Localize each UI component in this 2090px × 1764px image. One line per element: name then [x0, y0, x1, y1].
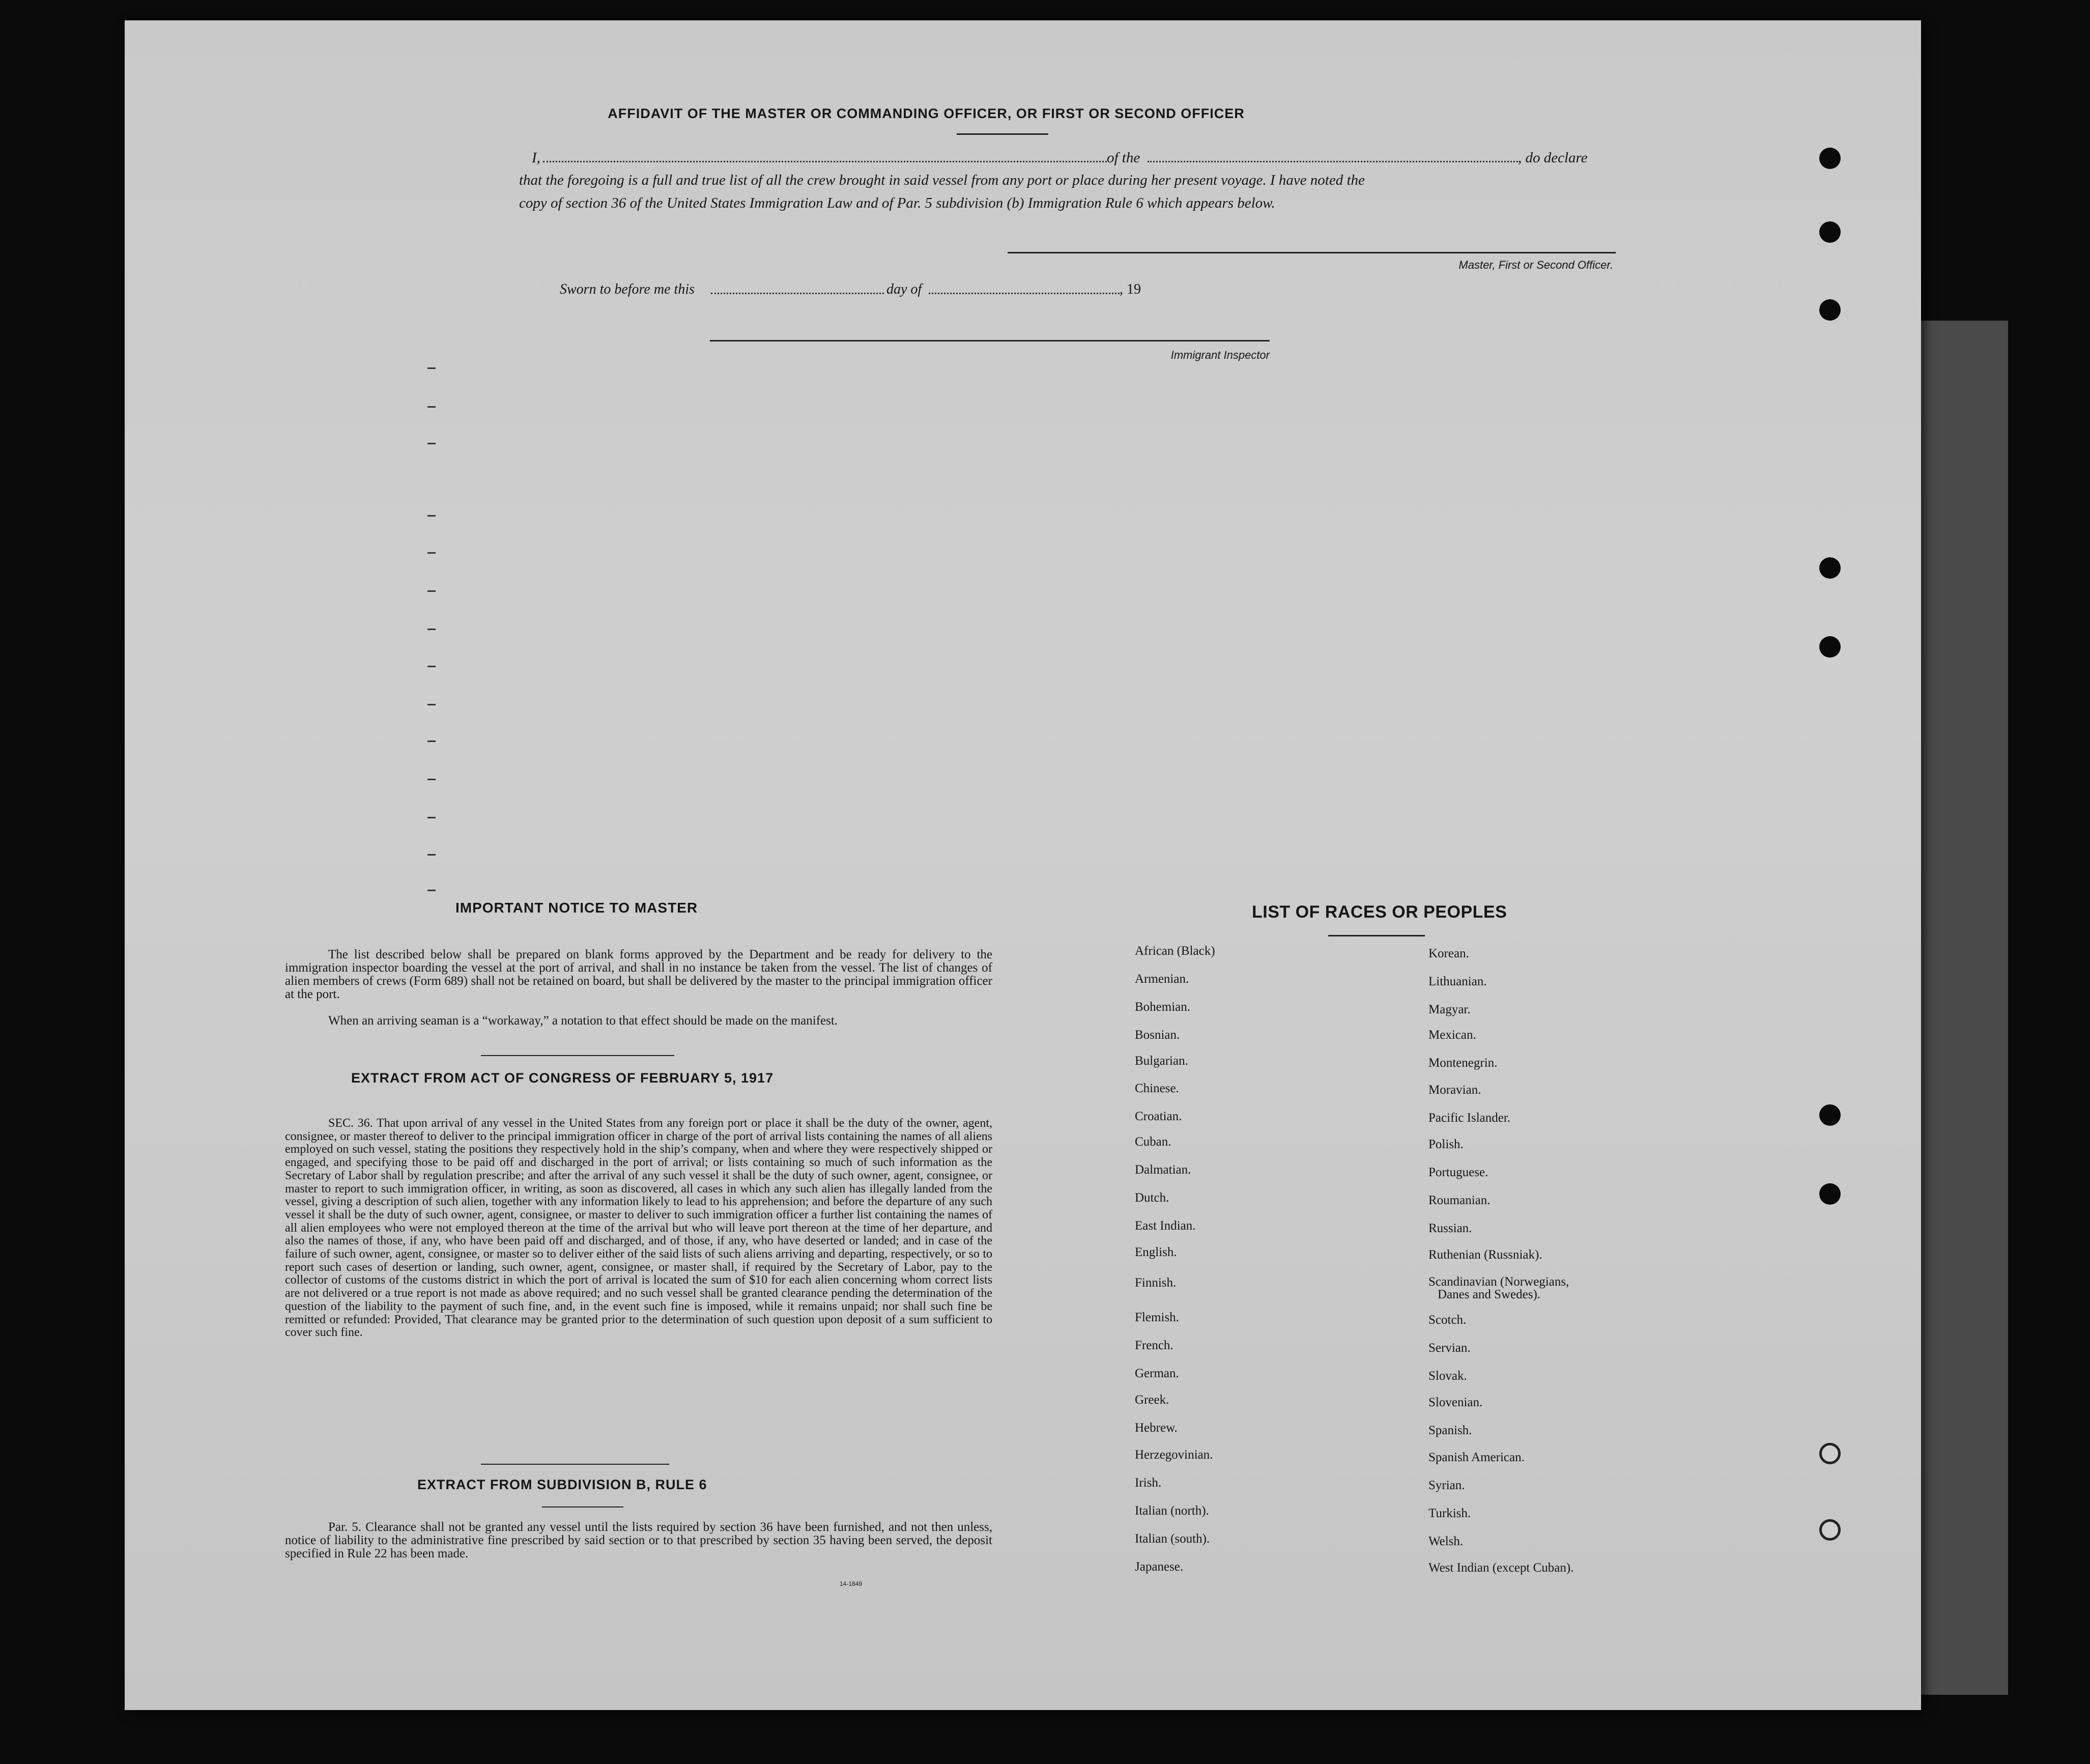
form-page [125, 20, 1921, 1710]
race-item: Croatian. [1135, 1109, 1182, 1123]
race-item: Bosnian. [1135, 1028, 1180, 1042]
margin-tick [427, 779, 436, 780]
signature-line[interactable] [1008, 252, 1616, 253]
race-item: German. [1135, 1367, 1179, 1380]
race-item: Moravian. [1428, 1083, 1481, 1097]
margin-tick [427, 629, 436, 630]
punch-hole [1819, 148, 1841, 169]
race-item: Magyar. [1428, 1003, 1471, 1016]
race-item: Italian (north). [1135, 1504, 1209, 1518]
punch-hole [1819, 1443, 1841, 1464]
race-item: Scotch. [1428, 1313, 1467, 1327]
race-item: Lithuanian. [1428, 975, 1487, 988]
race-item: Flemish. [1135, 1311, 1179, 1324]
race-item: Hebrew. [1135, 1421, 1178, 1435]
vessel-field[interactable] [1148, 161, 1518, 162]
act-extract-text: SEC. 36. That upon arrival of any vessel in the United States from any foreign port or place it shall be the duty of the owner, agent, consignee, or master thereof to deliver to the principal immigration officer in charge of the port of arrival lists containing the names of all aliens employed on such vessel, stating the positions they respectively hold in the ship’s company, when and where they were respectively shipped or engaged, and specifying those to be paid off and discharged in the port of arrival; or lists containing so much of such information as the Secretary of Labor shall by regulation prescribe; and after the arrival of any such vessel it shall be the duty of such owner, agent, consignee, or master to report to such immigration officer, in writing, as soon as discovered, all cases in which any such alien has illegally landed from the vessel, giving a description of such alien, together with any information likely to lead to his apprehension; and before the departure of any such vessel it shall be the duty of such owner, agent, consignee, or master to deliver to such immigration officer a further list containing the names of all alien employees who were not employed thereon at the time of the arrival but who will leave port thereon at the time of her departure, and also the names of those, if any, who have been paid off and discharged, and of those, if any, who have deserted or landed; and in case of the failure of such owner, agent, consignee, or master so to deliver either of the said lists of such aliens arriving and departing, respectively, or so to report such cases of desertion or landing, such owner, agent, consignee, or master shall, if required by the Secretary of Labor, pay to the collector of customs of the customs district in which the port of arrival is located the sum of $10 for each alien concerning whom correct lists are not delivered or a true report is not made as above required; and no such vessel shall be granted clearance pending the determination of the question of the liability to the payment of such fine, and, in the event such fine is imposed, while it remains unpaid; nor shall such fine be remitted or refunded: Provided, That clearance may be granted prior to the determination of such question upon deposit of a sum sufficient to cover such fine. [285, 1117, 992, 1340]
race-item: Syrian. [1428, 1478, 1465, 1492]
punch-hole [1819, 221, 1841, 243]
punch-hole [1819, 636, 1841, 658]
race-item: Servian. [1428, 1341, 1471, 1355]
margin-tick [427, 515, 436, 517]
race-item: Cuban. [1135, 1135, 1171, 1149]
punch-hole [1819, 1104, 1841, 1126]
sworn-day-of-label: day of [886, 281, 922, 297]
sworn-label: Sworn to before me this [560, 281, 695, 297]
race-item: Danes and Swedes). [1438, 1288, 1541, 1301]
margin-tick [427, 552, 436, 554]
race-item: Montenegrin. [1428, 1056, 1498, 1070]
inspector-caption: Immigrant Inspector [1170, 349, 1270, 361]
races-title-underline [1328, 935, 1425, 936]
race-item: Dutch. [1135, 1191, 1169, 1205]
notice-paragraph-2: When an arriving seaman is a “workaway,” a notation to that effect should be made on the manifest. [328, 1014, 838, 1028]
sworn-month-field[interactable] [929, 293, 1120, 294]
race-item: English. [1135, 1245, 1177, 1259]
affidavit-i-label: I, [532, 150, 540, 166]
affidavit-title: AFFIDAVIT OF THE MASTER OR COMMANDING OFFICER, OR FIRST OR SECOND OFFICER [608, 106, 1245, 121]
race-item: Irish. [1135, 1476, 1162, 1490]
section-divider [481, 1055, 674, 1056]
section-divider [481, 1464, 669, 1465]
race-item: Spanish American. [1428, 1450, 1525, 1464]
margin-tick [427, 666, 436, 667]
notice-paragraph-1: The list described below shall be prepared on blank forms approved by the Department and be ready for delivery to the immigration inspector boarding the vessel at the port of arrival, and shall in no instance be taken from the vessel. The list of changes of alien members of crews (Form 689) shall not be retained on board, but shall be delivered by the master to the principal immigration officer at the port. [285, 948, 992, 1001]
race-item: Pacific Islander. [1428, 1111, 1511, 1125]
race-item: Korean. [1428, 947, 1469, 960]
affidavit-of-the-label: of the [1107, 150, 1140, 166]
margin-tick [427, 590, 436, 592]
race-item: Bohemian. [1135, 1000, 1191, 1014]
affidavit-line3: copy of section 36 of the United States Immigration Law and of Par. 5 subdivision (b) Immigration Rule 6 which appears below. [519, 195, 1275, 211]
punch-hole [1819, 557, 1841, 579]
affidavit-declare-label: , do declare [1518, 150, 1588, 166]
margin-tick [427, 704, 436, 705]
race-item: Finnish. [1135, 1276, 1177, 1290]
race-item: Japanese. [1135, 1560, 1184, 1574]
margin-tick [427, 890, 436, 891]
race-item: Mexican. [1428, 1028, 1476, 1042]
name-field[interactable] [543, 161, 1107, 162]
punch-hole [1819, 1183, 1841, 1205]
signature-caption: Master, First or Second Officer. [1458, 259, 1613, 271]
race-item: Greek. [1135, 1393, 1169, 1407]
affidavit-line2: that the foregoing is a full and true list of all the crew brought in said vessel from any port or place during her present voyage. I have noted the [519, 172, 1365, 188]
race-item: Spanish. [1428, 1424, 1472, 1437]
margin-tick [427, 443, 436, 444]
race-item: Chinese. [1135, 1082, 1179, 1095]
race-item: Polish. [1428, 1137, 1464, 1151]
rule-extract-title: EXTRACT FROM SUBDIVISION B, RULE 6 [417, 1477, 707, 1492]
notice-title: IMPORTANT NOTICE TO MASTER [455, 900, 698, 916]
race-item: Bulgarian. [1135, 1054, 1188, 1068]
race-item: Portuguese. [1428, 1165, 1488, 1179]
margin-tick [427, 367, 436, 369]
sworn-year-label: , 19 [1120, 281, 1141, 297]
race-item: Scandinavian (Norwegians, [1428, 1275, 1569, 1289]
race-item: African (Black) [1135, 944, 1215, 958]
race-item: Italian (south). [1135, 1532, 1210, 1546]
sworn-day-field[interactable] [711, 293, 884, 294]
race-item: Turkish. [1428, 1506, 1471, 1520]
margin-tick [427, 406, 436, 408]
race-item: Russian. [1428, 1221, 1472, 1235]
act-extract-title: EXTRACT FROM ACT OF CONGRESS OF FEBRUARY 5, 1917 [351, 1070, 774, 1086]
race-item: Slovenian. [1428, 1396, 1483, 1409]
races-title: LIST OF RACES OR PEOPLES [1252, 902, 1507, 922]
margin-tick [427, 854, 436, 856]
race-item: Armenian. [1135, 972, 1189, 986]
race-item: Roumanian. [1428, 1193, 1491, 1207]
race-item: Slovak. [1428, 1369, 1467, 1383]
race-item: West Indian (except Cuban). [1428, 1561, 1574, 1575]
rule-extract-text: Par. 5. Clearance shall not be granted any vessel until the lists required by section 36 have been furnished, and not then unless, notice of liability to the administrative fine prescribed by said section or to that prescribed by section 35 having been served, the deposit specified in Rule 22 has been made. [285, 1520, 992, 1560]
race-item: Welsh. [1428, 1534, 1464, 1548]
punch-hole [1819, 1519, 1841, 1541]
race-item: East Indian. [1135, 1219, 1196, 1233]
form-number: 14-1849 [840, 1580, 863, 1587]
race-item: Herzegovinian. [1135, 1448, 1213, 1462]
race-item: French. [1135, 1339, 1173, 1352]
title-divider [957, 133, 1048, 135]
section-divider [542, 1506, 623, 1507]
race-item: Ruthenian (Russniak). [1428, 1248, 1542, 1262]
inspector-signature-line[interactable] [710, 340, 1270, 342]
margin-tick [427, 741, 436, 742]
race-item: Dalmatian. [1135, 1163, 1191, 1177]
punch-hole [1819, 299, 1841, 321]
margin-tick [427, 817, 436, 818]
